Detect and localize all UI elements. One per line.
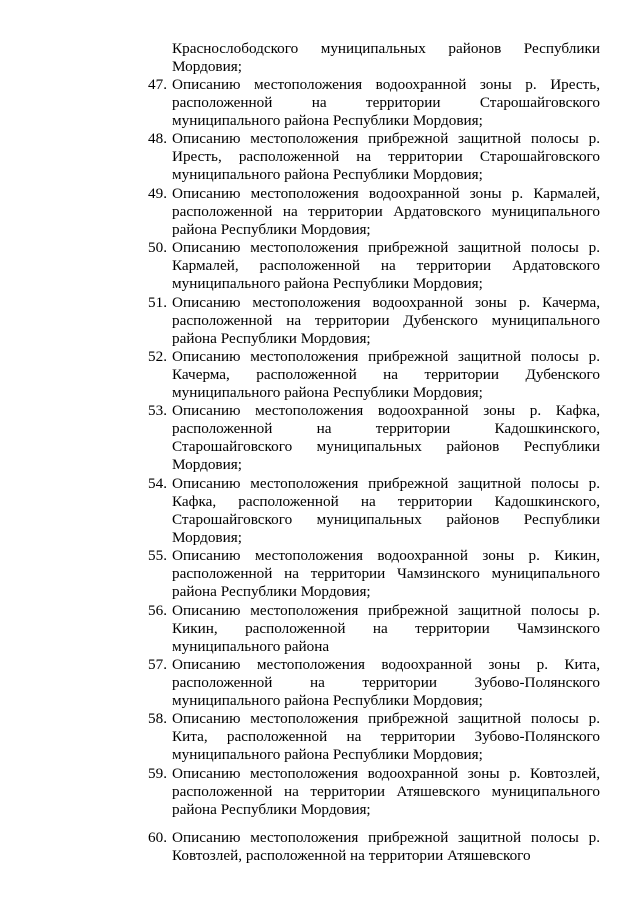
list-item-49 <box>148 185 600 239</box>
list-item-50 <box>148 239 600 293</box>
item-number: 55. <box>148 547 167 565</box>
list-item-47 <box>148 76 600 130</box>
list-item-57 <box>148 656 600 710</box>
list-item-52 <box>148 348 600 402</box>
item-text: Описанию местоположения водоохранной зоны р. Кафка, расположенной на территории Кадошкинского, Старошайговского муниципальных районов Республики Мордовия; <box>172 402 600 474</box>
item-text: Описанию местоположения прибрежной защитной полосы р. Ковтозлей, расположенной на территории Атяшевского <box>172 828 600 864</box>
item-text: Описанию местоположения прибрежной защитной полосы р. Кита, расположенной на территории Зубово-Полянского муниципального района Республики Мордовия; <box>172 710 600 764</box>
list-item-48 <box>148 130 600 184</box>
item-text: Описанию местоположения прибрежной защитной полосы р. Кафка, расположенной на территории Кадошкинского, Старошайговского муниципальных районов Республики Мордовия; <box>172 474 600 546</box>
item-number: 51. <box>148 293 167 311</box>
item-number: 59. <box>148 764 167 782</box>
list-item-59 <box>148 765 600 819</box>
item-number: 58. <box>148 710 167 728</box>
numbered-list <box>148 76 600 865</box>
list-item-54 <box>148 475 600 547</box>
item-number: 52. <box>148 347 167 365</box>
item-text: Описанию местоположения прибрежной защитной полосы р. Кармалей, расположенной на территории Ардатовского муниципального района Республики Мордовия; <box>172 239 600 293</box>
list-item-58 <box>148 710 600 764</box>
list-item-56 <box>148 602 600 656</box>
item-number: 56. <box>148 601 167 619</box>
list-item-55 <box>148 547 600 601</box>
item-text: Описанию местоположения водоохранной зоны р. Кикин, расположенной на территории Чамзинского муниципального района Республики Мордовия; <box>172 547 600 601</box>
item-number: 48. <box>148 130 167 148</box>
item-text: Описанию местоположения прибрежной защитной полосы р. Кикин, расположенной на территории Чамзинского муниципального района <box>172 601 600 655</box>
item-number: 54. <box>148 474 167 492</box>
item-text: Описанию местоположения водоохранной зоны р. Качерма, расположенной на территории Дубенского муниципального района Республики Мордовия; <box>172 293 600 347</box>
item-number: 47. <box>148 76 167 93</box>
list-item-60 <box>148 829 600 865</box>
item-text: Описанию местоположения прибрежной защитной полосы р. Качерма, расположенной на территории Дубенского муниципального района Республики Мордовия; <box>172 347 600 401</box>
item-text: Описанию местоположения водоохранной зоны р. Кармалей, расположенной на территории Ардатовского муниципального района Республики Мордовия; <box>172 184 600 238</box>
item-number: 53. <box>148 402 167 420</box>
item-number: 50. <box>148 239 167 257</box>
item-number: 60. <box>148 828 167 846</box>
item-text: Описанию местоположения водоохранной зоны р. Ковтозлей, расположенной на территории Атяшевского муниципального района Республики Мордовия; <box>172 764 600 818</box>
item-text: Описанию местоположения водоохранной зоны р. Кита, расположенной на территории Зубово-Полянского муниципального района Республики Мордовия; <box>172 655 600 709</box>
item-text: Описанию местоположения прибрежной защитной полосы р. Иресть, расположенной на территории Старошайговского муниципального района Республики Мордовия; <box>172 130 600 184</box>
continuation-text: Краснослободского муниципальных районов Республики Мордовия; <box>172 40 600 75</box>
item-number: 57. <box>148 655 167 673</box>
item-text: Описанию местоположения водоохранной зоны р. Иресть, расположенной на территории Старошайговского муниципального района Республики Мордовия; <box>172 76 600 129</box>
list-item-51 <box>148 294 600 348</box>
item-number: 49. <box>148 184 167 202</box>
list-item-53 <box>148 402 600 474</box>
